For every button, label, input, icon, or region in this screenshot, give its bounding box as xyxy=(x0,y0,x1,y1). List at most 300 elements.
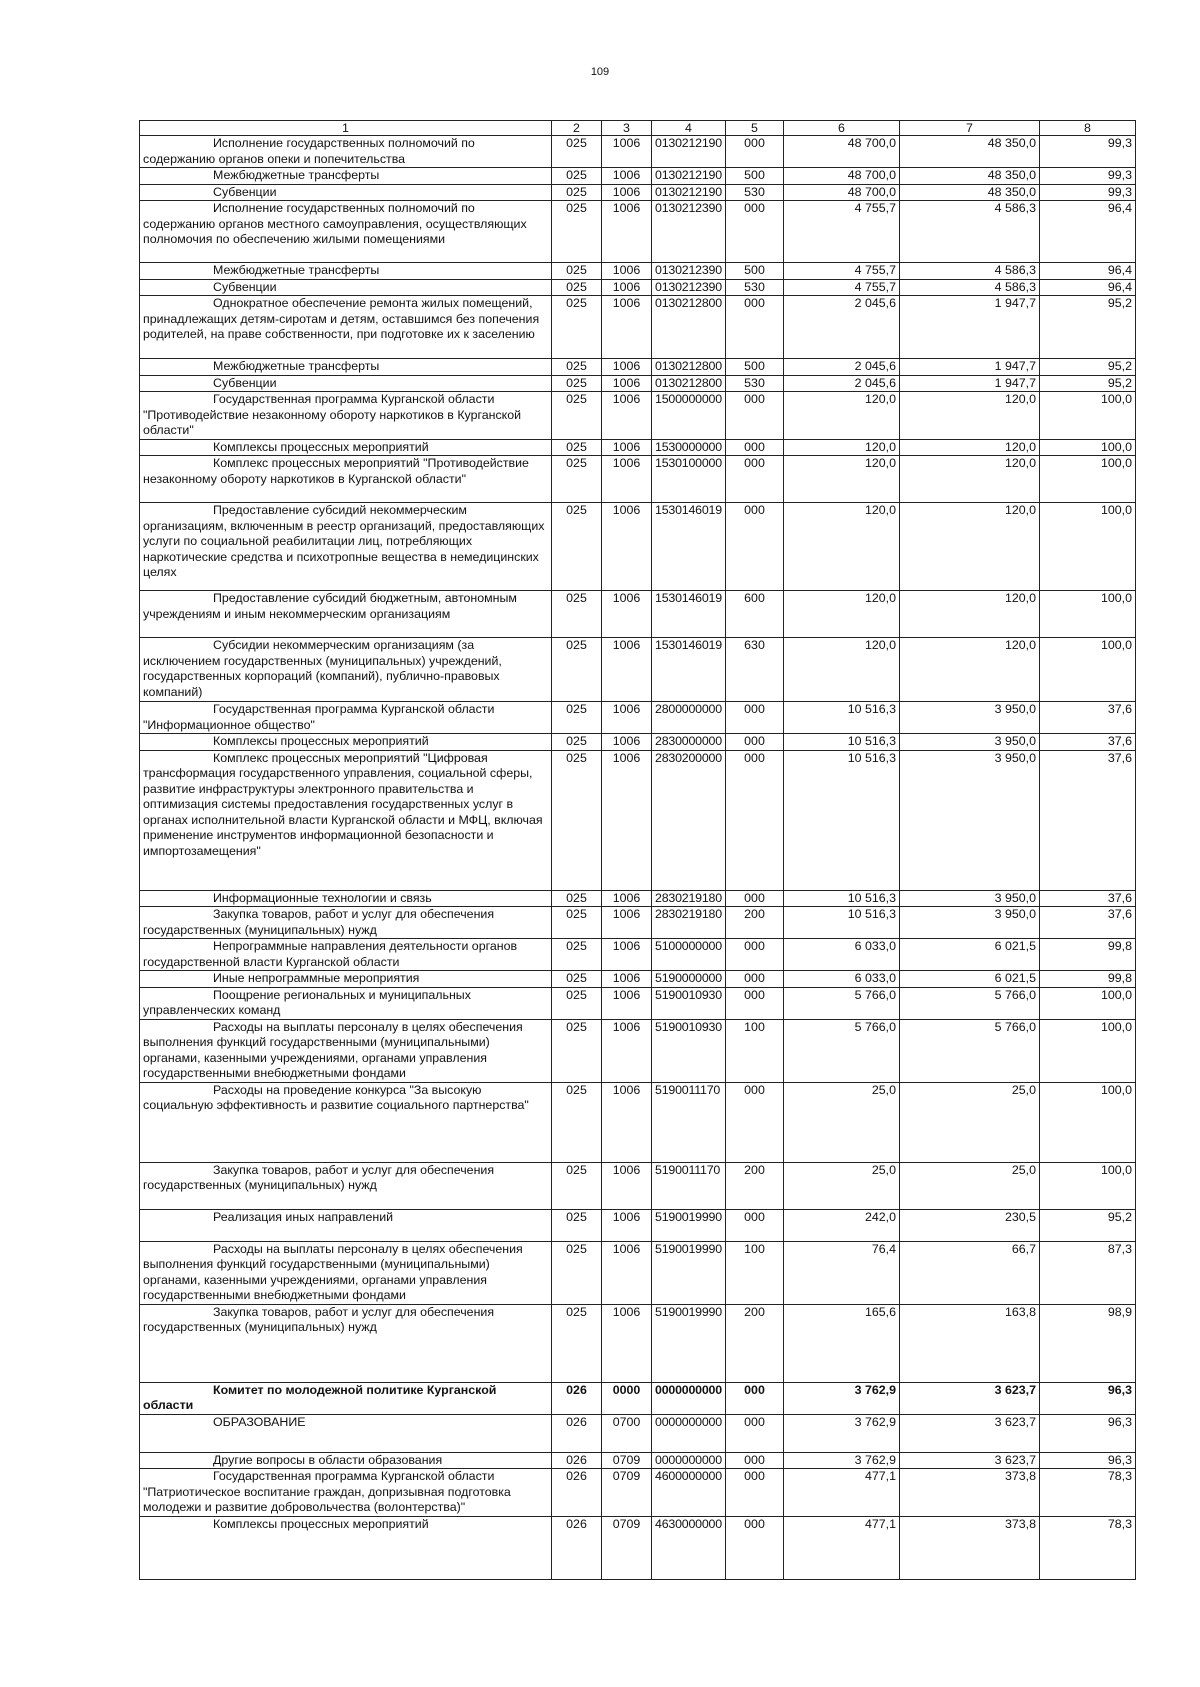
amount-plan: 25,0 xyxy=(784,1082,900,1162)
item-name xyxy=(140,1304,552,1382)
code-expense-type: 000 xyxy=(726,201,784,263)
code-section: 1006 xyxy=(602,184,652,201)
amount-plan: 5 766,0 xyxy=(784,1019,900,1082)
column-header: 3 xyxy=(602,121,652,136)
amount-executed: 163,8 xyxy=(900,1304,1040,1382)
table-row xyxy=(140,136,1136,168)
code-expense-type: 530 xyxy=(726,184,784,201)
code-admin: 025 xyxy=(552,750,602,890)
item-name xyxy=(140,971,552,988)
code-section: 1006 xyxy=(602,279,652,296)
code-admin: 026 xyxy=(552,1469,602,1517)
percent-executed: 87,3 xyxy=(1040,1241,1136,1304)
amount-plan: 4 755,7 xyxy=(784,279,900,296)
item-name-text: Исполнение государственных полномочий по содержанию органов местного самоуправления, осуществляющих полномочия по обеспечению жилыми помещениями xyxy=(143,201,527,246)
amount-plan: 48 700,0 xyxy=(784,136,900,168)
amount-plan: 120,0 xyxy=(784,456,900,503)
percent-executed: 100,0 xyxy=(1040,392,1136,440)
code-admin: 025 xyxy=(552,1241,602,1304)
code-admin: 025 xyxy=(552,503,602,591)
code-section: 1006 xyxy=(602,439,652,456)
percent-executed: 100,0 xyxy=(1040,1082,1136,1162)
amount-executed: 1 947,7 xyxy=(900,359,1040,376)
item-name xyxy=(140,591,552,638)
amount-executed: 5 766,0 xyxy=(900,1019,1040,1082)
item-name xyxy=(140,136,552,168)
code-section: 1006 xyxy=(602,1019,652,1082)
item-name-text: Государственная программа Курганской области "Патриотическое воспитание граждан, допризывная подготовка молодежи и развитие добровольчества (волонтерства)" xyxy=(143,1469,511,1514)
table-row xyxy=(140,1241,1136,1304)
code-section: 1006 xyxy=(602,750,652,890)
table-row xyxy=(140,638,1136,702)
code-target: 0130212190 xyxy=(652,168,726,185)
code-section: 0700 xyxy=(602,1414,652,1452)
column-header: 2 xyxy=(552,121,602,136)
code-target: 0130212190 xyxy=(652,184,726,201)
code-admin: 025 xyxy=(552,456,602,503)
item-name-text: Комплексы процессных мероприятий xyxy=(213,1516,429,1531)
item-name xyxy=(140,1469,552,1517)
item-name-text: Предоставление субсидий некоммерческим организациям, включенным в реестр организаций, предоставляющих услуги по социальной реабилитации лиц, потребляющих наркотические средства и психотропные вещества в немедицинских целях xyxy=(143,503,545,579)
amount-plan: 3 762,9 xyxy=(784,1414,900,1452)
table-row xyxy=(140,734,1136,751)
percent-executed: 100,0 xyxy=(1040,1162,1136,1209)
table-row xyxy=(140,392,1136,440)
table-row xyxy=(140,1209,1136,1241)
code-target: 2800000000 xyxy=(652,702,726,734)
code-target: 2830219180 xyxy=(652,907,726,939)
code-expense-type: 000 xyxy=(726,503,784,591)
code-admin: 025 xyxy=(552,375,602,392)
amount-executed: 1 947,7 xyxy=(900,375,1040,392)
code-section: 0709 xyxy=(602,1452,652,1469)
amount-executed: 48 350,0 xyxy=(900,136,1040,168)
code-admin: 025 xyxy=(552,890,602,907)
item-name-text: Расходы на выплаты персоналу в целях обеспечения выполнения функций государственными (муниципальными) органами, казенными учреждениями, органами управления государственными внебюджетными фондами xyxy=(143,1241,523,1302)
code-admin: 025 xyxy=(552,439,602,456)
amount-plan: 120,0 xyxy=(784,439,900,456)
code-target: 0130212800 xyxy=(652,296,726,359)
code-target: 5190011170 xyxy=(652,1162,726,1209)
table-row xyxy=(140,1304,1136,1382)
code-target: 5190010930 xyxy=(652,987,726,1019)
table-row xyxy=(140,1382,1136,1414)
amount-plan: 165,6 xyxy=(784,1304,900,1382)
percent-executed: 99,8 xyxy=(1040,971,1136,988)
column-header: 4 xyxy=(652,121,726,136)
percent-executed: 99,3 xyxy=(1040,136,1136,168)
item-name-text: Субвенции xyxy=(213,279,277,294)
item-name-text: Комитет по молодежной политике Курганской области xyxy=(143,1382,497,1412)
item-name-text: Комплекс процессных мероприятий "Цифровая трансформация государственного управления, социальной сферы, развитие инфраструктуры электронного правительства и оптимизация системы предоставления государственных услуг в органах исполнительной власти Курганской области и МФЦ, включая применение инструментов информационной безопасности и импортозамещения" xyxy=(143,750,543,858)
code-section: 1006 xyxy=(602,638,652,702)
code-admin: 025 xyxy=(552,987,602,1019)
code-expense-type: 000 xyxy=(726,456,784,503)
amount-executed: 3 950,0 xyxy=(900,734,1040,751)
code-section: 1006 xyxy=(602,1082,652,1162)
amount-plan: 120,0 xyxy=(784,392,900,440)
amount-plan: 120,0 xyxy=(784,638,900,702)
code-admin: 025 xyxy=(552,971,602,988)
percent-executed: 37,6 xyxy=(1040,890,1136,907)
item-name xyxy=(140,503,552,591)
code-admin: 025 xyxy=(552,1019,602,1082)
amount-executed: 120,0 xyxy=(900,591,1040,638)
amount-plan: 3 762,9 xyxy=(784,1382,900,1414)
amount-executed: 25,0 xyxy=(900,1162,1040,1209)
code-section: 1006 xyxy=(602,907,652,939)
item-name-text: Другие вопросы в области образования xyxy=(213,1452,443,1467)
percent-executed: 100,0 xyxy=(1040,456,1136,503)
percent-executed: 100,0 xyxy=(1040,638,1136,702)
code-section: 1006 xyxy=(602,890,652,907)
percent-executed: 96,4 xyxy=(1040,263,1136,280)
amount-executed: 6 021,5 xyxy=(900,939,1040,971)
table-row xyxy=(140,359,1136,376)
amount-plan: 2 045,6 xyxy=(784,296,900,359)
code-admin: 026 xyxy=(552,1382,602,1414)
code-target: 0130212800 xyxy=(652,359,726,376)
item-name xyxy=(140,359,552,376)
code-admin: 025 xyxy=(552,359,602,376)
table-row xyxy=(140,971,1136,988)
code-target: 5190000000 xyxy=(652,971,726,988)
amount-executed: 66,7 xyxy=(900,1241,1040,1304)
percent-executed: 100,0 xyxy=(1040,1019,1136,1082)
code-section: 1006 xyxy=(602,201,652,263)
item-name xyxy=(140,939,552,971)
table-row xyxy=(140,591,1136,638)
code-admin: 025 xyxy=(552,591,602,638)
code-admin: 026 xyxy=(552,1516,602,1579)
code-section: 1006 xyxy=(602,987,652,1019)
amount-executed: 3 950,0 xyxy=(900,750,1040,890)
code-section: 1006 xyxy=(602,1241,652,1304)
item-name xyxy=(140,750,552,890)
code-expense-type: 200 xyxy=(726,1304,784,1382)
item-name xyxy=(140,1082,552,1162)
code-admin: 025 xyxy=(552,296,602,359)
item-name-text: Иные непрограммные мероприятия xyxy=(213,971,420,985)
item-name xyxy=(140,1382,552,1414)
amount-plan: 6 033,0 xyxy=(784,971,900,988)
item-name-text: Межбюджетные трансферты xyxy=(213,359,380,373)
code-admin: 025 xyxy=(552,638,602,702)
item-name xyxy=(140,702,552,734)
item-name-text: Закупка товаров, работ и услуг для обеспечения государственных (муниципальных) нужд xyxy=(143,1304,495,1334)
table-row xyxy=(140,456,1136,503)
item-name-text: Непрограммные направления деятельности органов государственной власти Курганской области xyxy=(143,939,518,969)
amount-executed: 5 766,0 xyxy=(900,987,1040,1019)
table-row xyxy=(140,263,1136,280)
amount-executed: 1 947,7 xyxy=(900,296,1040,359)
code-target: 2830000000 xyxy=(652,734,726,751)
item-name-text: Комплекс процессных мероприятий "Противодействие незаконному обороту наркотиков в Курганской области" xyxy=(143,456,529,486)
percent-executed: 78,3 xyxy=(1040,1516,1136,1579)
code-target: 0000000000 xyxy=(652,1414,726,1452)
item-name xyxy=(140,184,552,201)
table-row xyxy=(140,1082,1136,1162)
percent-executed: 95,2 xyxy=(1040,296,1136,359)
item-name xyxy=(140,1162,552,1209)
table-row xyxy=(140,1469,1136,1517)
code-admin: 025 xyxy=(552,1304,602,1382)
item-name xyxy=(140,1516,552,1579)
amount-plan: 2 045,6 xyxy=(784,359,900,376)
amount-plan: 4 755,7 xyxy=(784,263,900,280)
code-section: 1006 xyxy=(602,375,652,392)
item-name xyxy=(140,201,552,263)
code-target: 2830200000 xyxy=(652,750,726,890)
code-section: 1006 xyxy=(602,296,652,359)
table-row xyxy=(140,987,1136,1019)
item-name-text: Однократное обеспечение ремонта жилых помещений, принадлежащих детям-сиротам и детям, оставшимся без попечения родителей, на праве собственности, при подготовке их к заселению xyxy=(143,296,540,341)
code-admin: 025 xyxy=(552,201,602,263)
amount-executed: 120,0 xyxy=(900,456,1040,503)
percent-executed: 98,9 xyxy=(1040,1304,1136,1382)
code-target: 0130212390 xyxy=(652,201,726,263)
amount-plan: 48 700,0 xyxy=(784,184,900,201)
amount-executed: 230,5 xyxy=(900,1209,1040,1241)
code-target: 1530100000 xyxy=(652,456,726,503)
percent-executed: 37,6 xyxy=(1040,750,1136,890)
amount-plan: 2 045,6 xyxy=(784,375,900,392)
amount-executed: 3 623,7 xyxy=(900,1382,1040,1414)
code-section: 1006 xyxy=(602,591,652,638)
item-name xyxy=(140,168,552,185)
code-expense-type: 000 xyxy=(726,1452,784,1469)
code-target: 1530146019 xyxy=(652,591,726,638)
percent-executed: 99,3 xyxy=(1040,184,1136,201)
code-target: 0000000000 xyxy=(652,1382,726,1414)
item-name xyxy=(140,734,552,751)
item-name-text: Государственная программа Курганской области "Противодействие незаконному обороту наркотиков в Курганской области" xyxy=(143,392,522,437)
amount-executed: 3 950,0 xyxy=(900,907,1040,939)
percent-executed: 96,3 xyxy=(1040,1382,1136,1414)
item-name xyxy=(140,1414,552,1452)
code-expense-type: 000 xyxy=(726,987,784,1019)
header-row xyxy=(140,121,1136,136)
percent-executed: 100,0 xyxy=(1040,591,1136,638)
column-header: 7 xyxy=(900,121,1040,136)
amount-plan: 242,0 xyxy=(784,1209,900,1241)
item-name-text: Комплексы процессных мероприятий xyxy=(213,734,429,748)
amount-executed: 120,0 xyxy=(900,392,1040,440)
item-name-text: Расходы на проведение конкурса "За высокую социальную эффективность и развитие социального партнерства" xyxy=(143,1082,529,1112)
code-target: 5190019990 xyxy=(652,1209,726,1241)
code-target: 5190019990 xyxy=(652,1304,726,1382)
percent-executed: 100,0 xyxy=(1040,503,1136,591)
code-expense-type: 200 xyxy=(726,1162,784,1209)
item-name xyxy=(140,392,552,440)
code-admin: 025 xyxy=(552,136,602,168)
code-target: 5190011170 xyxy=(652,1082,726,1162)
amount-executed: 48 350,0 xyxy=(900,168,1040,185)
code-target: 0130212390 xyxy=(652,279,726,296)
amount-executed: 3 950,0 xyxy=(900,890,1040,907)
code-target: 0130212390 xyxy=(652,263,726,280)
table-row xyxy=(140,296,1136,359)
item-name xyxy=(140,1452,552,1469)
table-row xyxy=(140,375,1136,392)
column-header: 1 xyxy=(140,121,552,136)
code-target: 1530146019 xyxy=(652,638,726,702)
code-section: 1006 xyxy=(602,392,652,440)
table-row xyxy=(140,503,1136,591)
percent-executed: 96,3 xyxy=(1040,1414,1136,1452)
percent-executed: 96,4 xyxy=(1040,279,1136,296)
code-target: 5190010930 xyxy=(652,1019,726,1082)
item-name xyxy=(140,375,552,392)
code-section: 1006 xyxy=(602,136,652,168)
item-name xyxy=(140,456,552,503)
amount-executed: 3 623,7 xyxy=(900,1452,1040,1469)
code-section: 1006 xyxy=(602,1304,652,1382)
percent-executed: 96,3 xyxy=(1040,1452,1136,1469)
amount-plan: 10 516,3 xyxy=(784,890,900,907)
item-name xyxy=(140,263,552,280)
table-row xyxy=(140,1162,1136,1209)
code-section: 1006 xyxy=(602,1209,652,1241)
amount-plan: 4 755,7 xyxy=(784,201,900,263)
item-name-text: Расходы на выплаты персоналу в целях обеспечения выполнения функций государственными (муниципальными) органами, казенными учреждениями, органами управления государственными внебюджетными фондами xyxy=(143,1019,523,1080)
amount-executed: 4 586,3 xyxy=(900,201,1040,263)
percent-executed: 96,4 xyxy=(1040,201,1136,263)
table-row xyxy=(140,1516,1136,1579)
amount-plan: 48 700,0 xyxy=(784,168,900,185)
code-target: 4630000000 xyxy=(652,1516,726,1579)
amount-executed: 25,0 xyxy=(900,1082,1040,1162)
code-admin: 025 xyxy=(552,1209,602,1241)
code-admin: 025 xyxy=(552,392,602,440)
code-admin: 025 xyxy=(552,1082,602,1162)
budget-table xyxy=(139,120,1136,1580)
code-expense-type: 000 xyxy=(726,1382,784,1414)
amount-executed: 4 586,3 xyxy=(900,263,1040,280)
amount-executed: 3 623,7 xyxy=(900,1414,1040,1452)
code-section: 1006 xyxy=(602,939,652,971)
item-name xyxy=(140,907,552,939)
item-name xyxy=(140,279,552,296)
code-admin: 025 xyxy=(552,734,602,751)
code-expense-type: 000 xyxy=(726,971,784,988)
code-expense-type: 000 xyxy=(726,439,784,456)
amount-executed: 4 586,3 xyxy=(900,279,1040,296)
code-admin: 025 xyxy=(552,263,602,280)
amount-plan: 3 762,9 xyxy=(784,1452,900,1469)
code-section: 1006 xyxy=(602,263,652,280)
item-name-text: Субвенции xyxy=(213,375,277,390)
code-section: 1006 xyxy=(602,503,652,591)
item-name xyxy=(140,1241,552,1304)
item-name xyxy=(140,296,552,359)
table-row xyxy=(140,890,1136,907)
code-expense-type: 000 xyxy=(726,1414,784,1452)
item-name-text: Информационные технологии и связь xyxy=(213,890,432,905)
item-name xyxy=(140,890,552,907)
code-target: 1500000000 xyxy=(652,392,726,440)
table-row xyxy=(140,1452,1136,1469)
amount-plan: 10 516,3 xyxy=(784,907,900,939)
code-section: 1006 xyxy=(602,168,652,185)
code-expense-type: 500 xyxy=(726,263,784,280)
amount-executed: 120,0 xyxy=(900,439,1040,456)
code-expense-type: 000 xyxy=(726,702,784,734)
item-name xyxy=(140,987,552,1019)
amount-plan: 25,0 xyxy=(784,1162,900,1209)
code-section: 1006 xyxy=(602,1162,652,1209)
page-number: 109 xyxy=(590,66,610,78)
percent-executed: 95,2 xyxy=(1040,1209,1136,1241)
item-name-text: Предоставление субсидий бюджетным, автономным учреждениям и иным некоммерческим организациям xyxy=(143,591,517,621)
code-expense-type: 000 xyxy=(726,1082,784,1162)
code-admin: 025 xyxy=(552,184,602,201)
code-expense-type: 200 xyxy=(726,907,784,939)
table-row xyxy=(140,201,1136,263)
item-name xyxy=(140,439,552,456)
item-name-text: Субвенции xyxy=(213,184,277,199)
amount-plan: 120,0 xyxy=(784,591,900,638)
item-name xyxy=(140,638,552,702)
percent-executed: 78,3 xyxy=(1040,1469,1136,1517)
percent-executed: 37,6 xyxy=(1040,702,1136,734)
item-name-text: Межбюджетные трансферты xyxy=(213,168,380,182)
amount-plan: 477,1 xyxy=(784,1469,900,1517)
code-expense-type: 000 xyxy=(726,136,784,168)
code-expense-type: 100 xyxy=(726,1019,784,1082)
table-row xyxy=(140,439,1136,456)
column-header: 5 xyxy=(726,121,784,136)
code-section: 1006 xyxy=(602,734,652,751)
table-row xyxy=(140,279,1136,296)
code-section: 0000 xyxy=(602,1382,652,1414)
table-row xyxy=(140,750,1136,890)
table-row xyxy=(140,168,1136,185)
percent-executed: 37,6 xyxy=(1040,907,1136,939)
code-target: 0000000000 xyxy=(652,1452,726,1469)
item-name-text: Субсидии некоммерческим организациям (за исключением государственных (муниципальных) учреждений, государственных корпораций (компаний), публично-правовых компаний) xyxy=(143,638,502,699)
code-expense-type: 100 xyxy=(726,1241,784,1304)
table-row xyxy=(140,702,1136,734)
item-name-text: Исполнение государственных полномочий по содержанию органов опеки и попечительства xyxy=(143,136,475,166)
code-target: 2830219180 xyxy=(652,890,726,907)
code-target: 1530146019 xyxy=(652,503,726,591)
percent-executed: 95,2 xyxy=(1040,375,1136,392)
amount-plan: 477,1 xyxy=(784,1516,900,1579)
table-row xyxy=(140,907,1136,939)
item-name xyxy=(140,1209,552,1241)
item-name-text: Комплексы процессных мероприятий xyxy=(213,439,429,454)
code-expense-type: 000 xyxy=(726,750,784,890)
amount-executed: 3 950,0 xyxy=(900,702,1040,734)
column-header: 6 xyxy=(784,121,900,136)
code-target: 5100000000 xyxy=(652,939,726,971)
code-expense-type: 000 xyxy=(726,1516,784,1579)
code-admin: 025 xyxy=(552,939,602,971)
percent-executed: 100,0 xyxy=(1040,439,1136,456)
amount-plan: 120,0 xyxy=(784,503,900,591)
item-name-text: ОБРАЗОВАНИЕ xyxy=(213,1414,306,1429)
table-row xyxy=(140,1414,1136,1452)
percent-executed: 99,8 xyxy=(1040,939,1136,971)
column-header: 8 xyxy=(1040,121,1136,136)
code-admin: 025 xyxy=(552,907,602,939)
code-section: 0709 xyxy=(602,1516,652,1579)
code-section: 0709 xyxy=(602,1469,652,1517)
code-admin: 026 xyxy=(552,1414,602,1452)
table-row xyxy=(140,1019,1136,1082)
item-name-text: Государственная программа Курганской области "Информационное общество" xyxy=(143,702,495,732)
